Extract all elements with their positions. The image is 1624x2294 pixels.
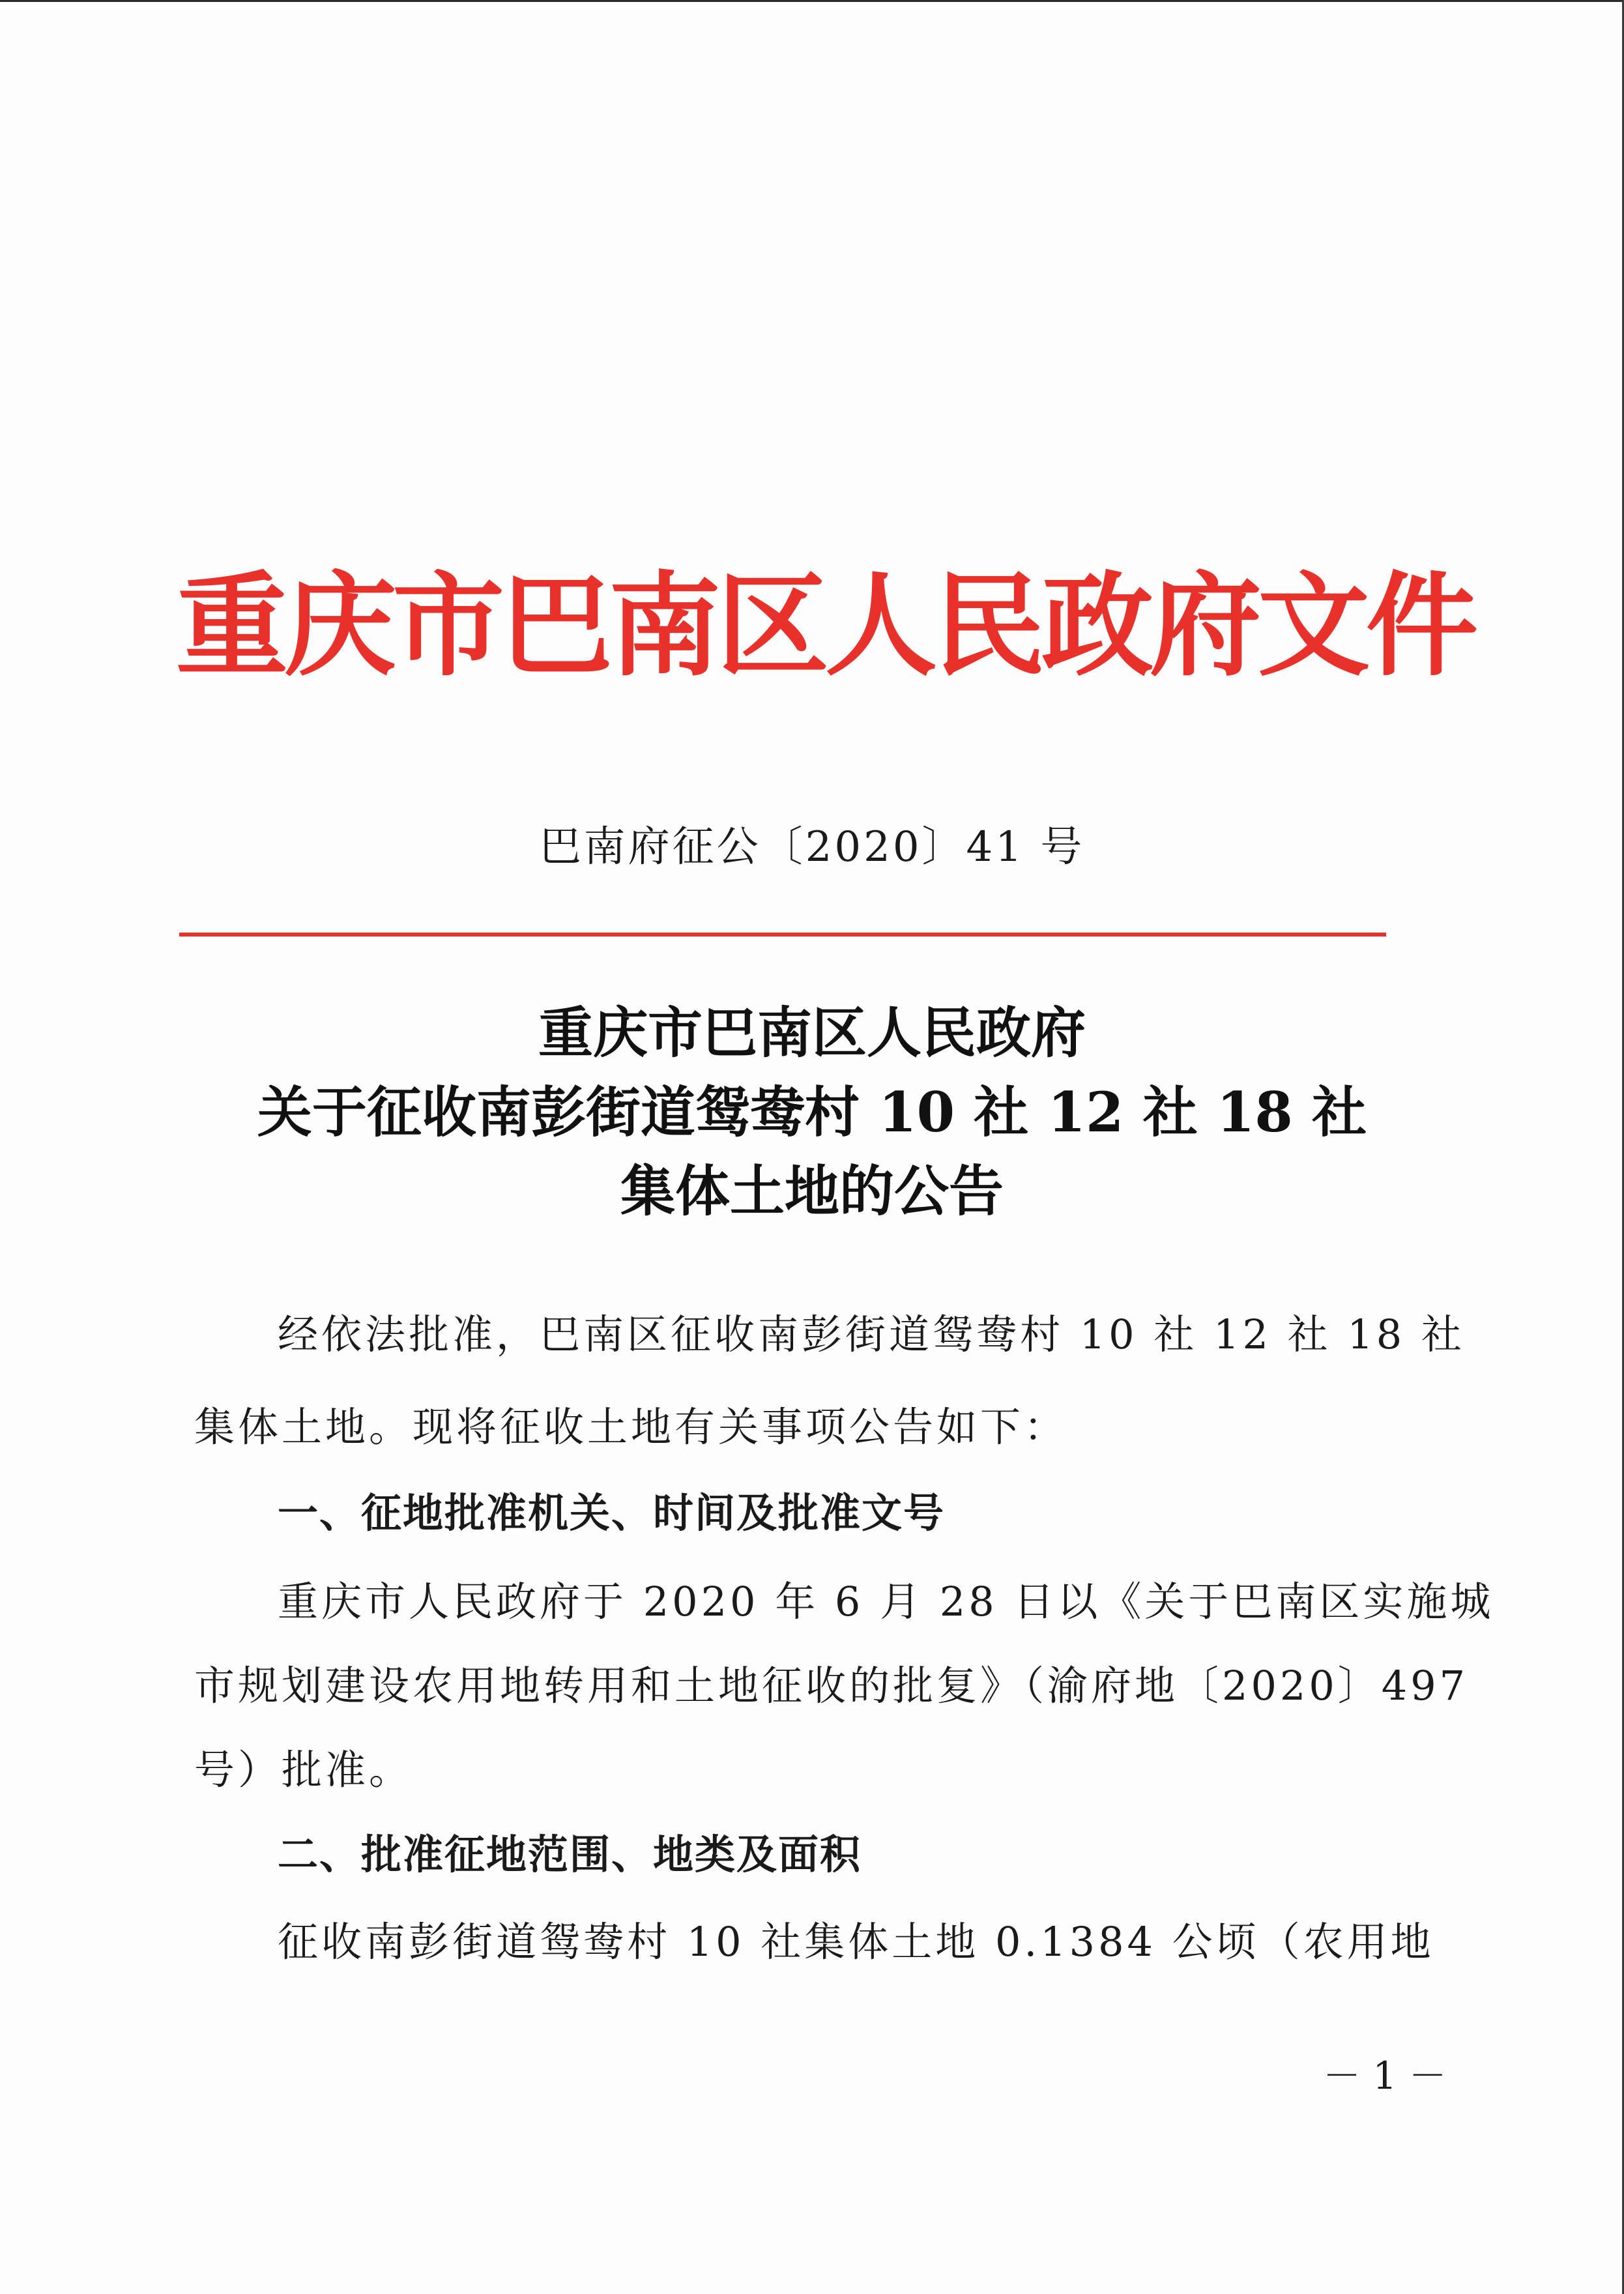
title-line-2: 关于征收南彭街道鸳鸯村 10 社 12 社 18 社 xyxy=(257,1080,1367,1144)
section-2-heading: 二、批准征地范围、地类及面积 xyxy=(278,1831,862,1878)
page-number: － 1 － xyxy=(1323,2054,1447,2098)
title-line-3: 集体土地的公告 xyxy=(620,1159,1004,1223)
section-1-paragraph-line-2: 市规划建设农用地转用和土地征收的批复》（渝府地〔2020〕497 xyxy=(194,1662,1469,1709)
intro-paragraph-line-1: 经依法批准，巴南区征收南彭街道鸳鸯村 10 社 12 社 18 社 xyxy=(278,1311,1465,1358)
section-1-paragraph-line-3: 号）批准。 xyxy=(194,1746,413,1793)
scan-edge-top xyxy=(0,0,1624,2)
title-line-1: 重庆市巴南区人民政府 xyxy=(538,1000,1086,1065)
section-2-paragraph-line-1: 征收南彭街道鸳鸯村 10 社集体土地 0.1384 公顷（农用地 xyxy=(278,1918,1434,1966)
section-1-heading: 一、征地批准机关、时间及批准文号 xyxy=(278,1489,946,1537)
section-1-paragraph-line-1: 重庆市人民政府于 2020 年 6 月 28 日以《关于巴南区实施城 xyxy=(278,1578,1494,1625)
red-divider-line xyxy=(179,933,1386,936)
intro-paragraph-line-2: 集体土地。现将征收土地有关事项公告如下： xyxy=(194,1403,1068,1451)
document-masthead: 重庆市巴南区人民政府文件 xyxy=(176,559,1474,691)
document-number: 巴南府征公〔2020〕41 号 xyxy=(539,823,1085,871)
